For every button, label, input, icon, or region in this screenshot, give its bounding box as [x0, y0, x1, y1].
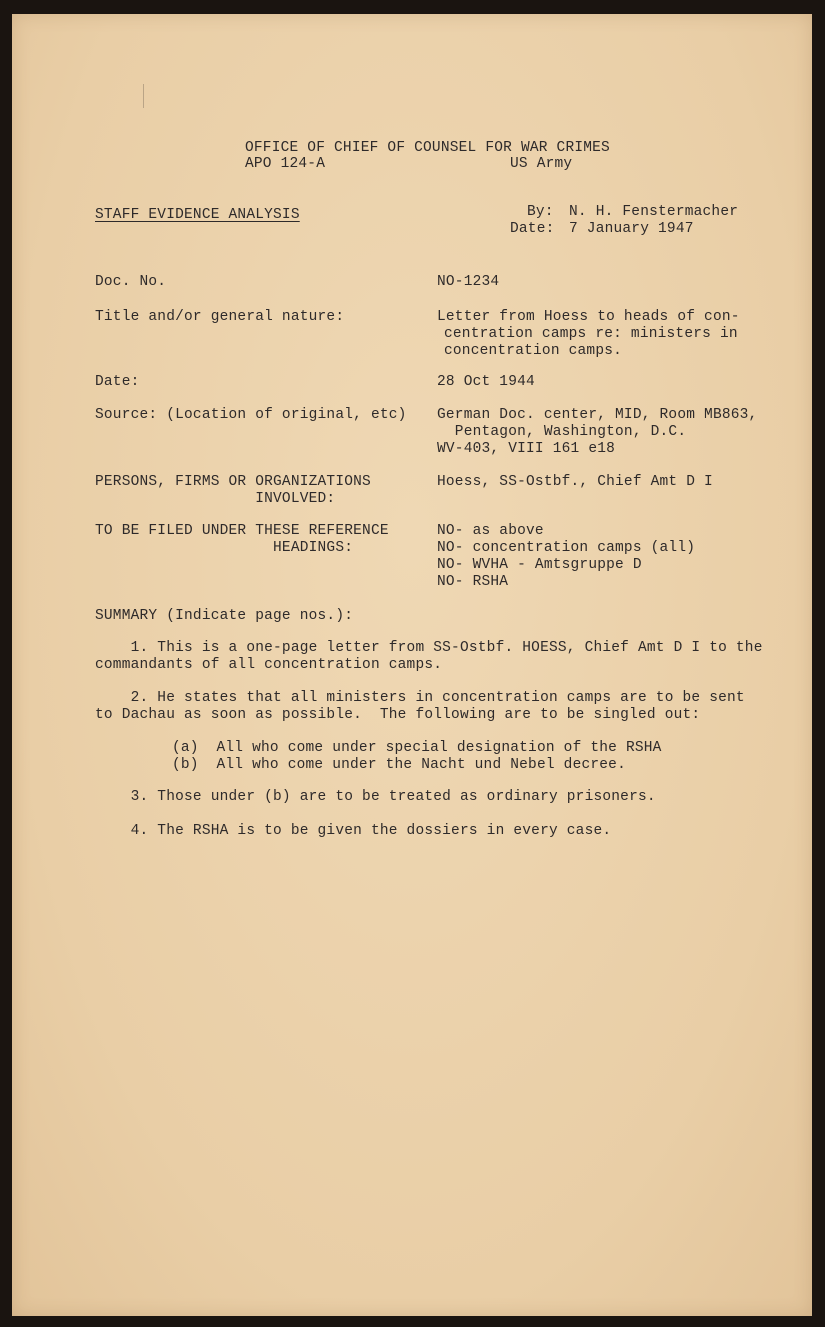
summary-paragraph-line: 1. This is a one-page letter from SS-Ostbf. HOESS, Chief Amt D I to the: [95, 640, 763, 656]
summary-paragraph-line: 3. Those under (b) are to be treated as ordinary prisoners.: [95, 789, 656, 805]
summary-heading: SUMMARY (Indicate page nos.):: [95, 608, 354, 624]
filed-value-line: NO- WVHA - Amtsgruppe D: [437, 557, 642, 573]
summary-paragraph-line: to Dachau as soon as possible. The following are to be singled out:: [95, 707, 701, 723]
filed-value-line: NO- as above: [437, 523, 544, 539]
persons-label-line: INVOLVED:: [95, 491, 336, 507]
persons-value: Hoess, SS-Ostbf., Chief Amt D I: [437, 474, 713, 490]
title-value-line: Letter from Hoess to heads of con-: [437, 309, 740, 325]
date-field-value: 28 Oct 1944: [437, 374, 535, 390]
summary-list-item: (b) All who come under the Nacht und Nebel decree.: [172, 757, 626, 773]
header-office: OFFICE OF CHIEF OF COUNSEL FOR WAR CRIMES: [245, 140, 610, 156]
pencil-mark: [143, 84, 144, 108]
by-label: By:: [527, 204, 554, 220]
summary-paragraph-line: commandants of all concentration camps.: [95, 657, 443, 673]
document-page: [12, 14, 812, 1316]
persons-label-line: PERSONS, FIRMS OR ORGANIZATIONS: [95, 474, 371, 490]
source-value-line: German Doc. center, MID, Room MB863,: [437, 407, 758, 423]
source-value-line: Pentagon, Washington, D.C.: [437, 424, 687, 440]
filed-value-line: NO- RSHA: [437, 574, 509, 590]
summary-list-item: (a) All who come under special designation of the RSHA: [172, 740, 662, 756]
title-value-line: centration camps re: ministers in: [444, 326, 738, 342]
filed-label-line: TO BE FILED UNDER THESE REFERENCE: [95, 523, 389, 539]
header-army: US Army: [510, 156, 573, 172]
summary-paragraph-line: 4. The RSHA is to be given the dossiers in every case.: [95, 823, 612, 839]
date-value: 7 January 1947: [569, 221, 694, 237]
document-body: [12, 14, 812, 1316]
filed-label-line: HEADINGS:: [95, 540, 354, 556]
doc-no-value: NO-1234: [437, 274, 500, 290]
summary-paragraph-line: 2. He states that all ministers in concentration camps are to be sent: [95, 690, 745, 706]
filed-value-line: NO- concentration camps (all): [437, 540, 696, 556]
by-value: N. H. Fenstermacher: [569, 204, 739, 220]
analysis-title: STAFF EVIDENCE ANALYSIS: [95, 207, 300, 223]
title-value-line: concentration camps.: [444, 343, 623, 359]
title-label: Title and/or general nature:: [95, 309, 345, 325]
source-label: Source: (Location of original, etc): [95, 407, 407, 423]
date-label: Date:: [510, 221, 555, 237]
date-field-label: Date:: [95, 374, 140, 390]
doc-no-label: Doc. No.: [95, 274, 167, 290]
header-apo: APO 124-A: [245, 156, 326, 172]
source-value-line: WV-403, VIII 161 e18: [437, 441, 616, 457]
